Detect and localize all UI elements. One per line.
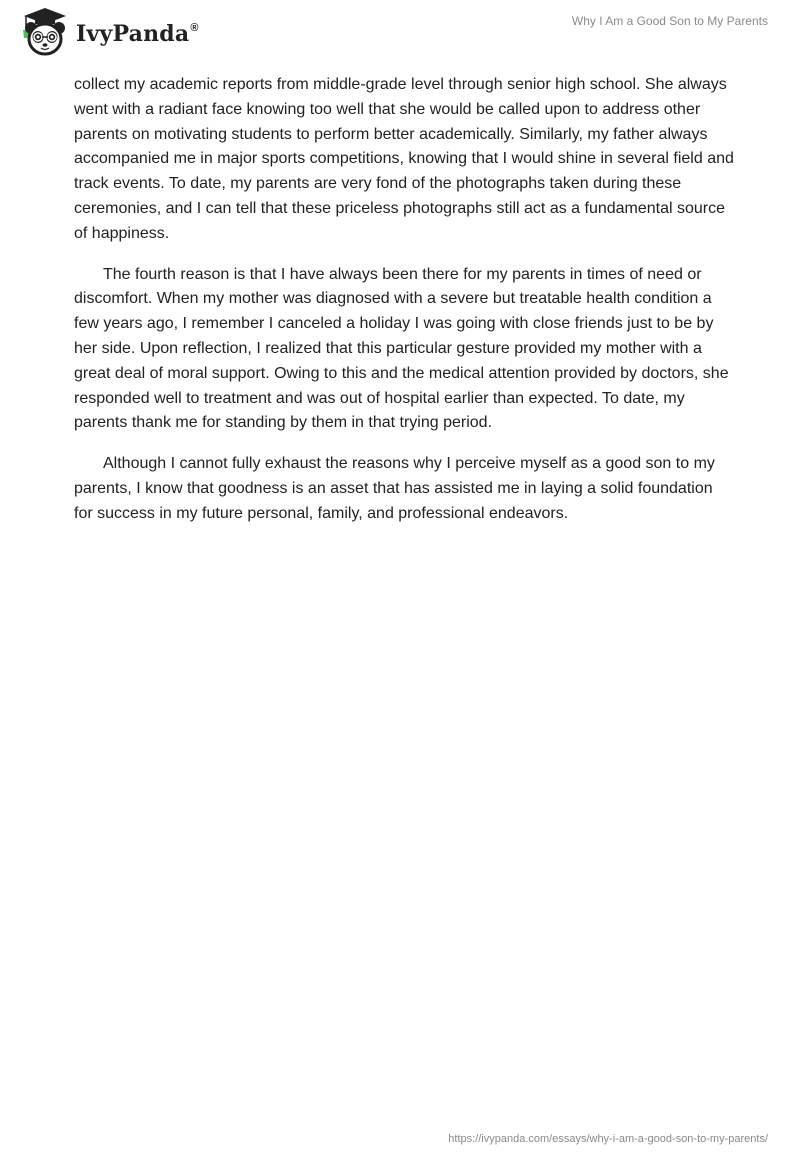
paragraph-2: The fourth reason is that I have always been there for my parents in times of need or discomfort. When my mother was diagnosed with a severe but treatable health condition a few years ago, I remember I canceled a holiday I was going with close friends just to be by her side. Upon reflection, I realized that this particular gesture provided my mother with a great deal of moral support. Owing to this and the medical attention provided by doctors, she responded well to treatment and was out of hospital earlier than expected. To date, my parents thank me for standing by them in that trying period.	[74, 265, 729, 432]
logo-name: IvyPanda	[76, 21, 190, 47]
source-url[interactable]: https://ivypanda.com/essays/why-i-am-a-good-son-to-my-parents/	[448, 1133, 768, 1145]
paragraph-3: Although I cannot fully exhaust the reasons why I perceive myself as a good son to my parents, I know that goodness is an asset that has assisted me in laying a solid foundation for success in my future personal, family, and professional endeavors.	[74, 455, 715, 522]
document-title: Why I Am a Good Son to My Parents	[571, 14, 768, 28]
ivypanda-logo[interactable]	[14, 6, 199, 58]
registered-mark: ®	[190, 21, 199, 34]
page-header	[0, 0, 800, 70]
panda-graduate-icon	[14, 6, 76, 58]
essay-body	[74, 73, 734, 543]
paragraph-1: collect my academic reports from middle-grade level through senior high school. She always went with a radiant face knowing too well that she would be called upon to address other parents on motivating students to perform better academically. Similarly, my father always accompanied me in major sports competitions, knowing that I would shine in several field and track events. To date, my parents are very fond of the photographs taken during these ceremonies, and I can tell that these priceless photographs still act as a fundamental source of happiness.	[74, 76, 734, 242]
logo-wordmark	[76, 21, 199, 47]
